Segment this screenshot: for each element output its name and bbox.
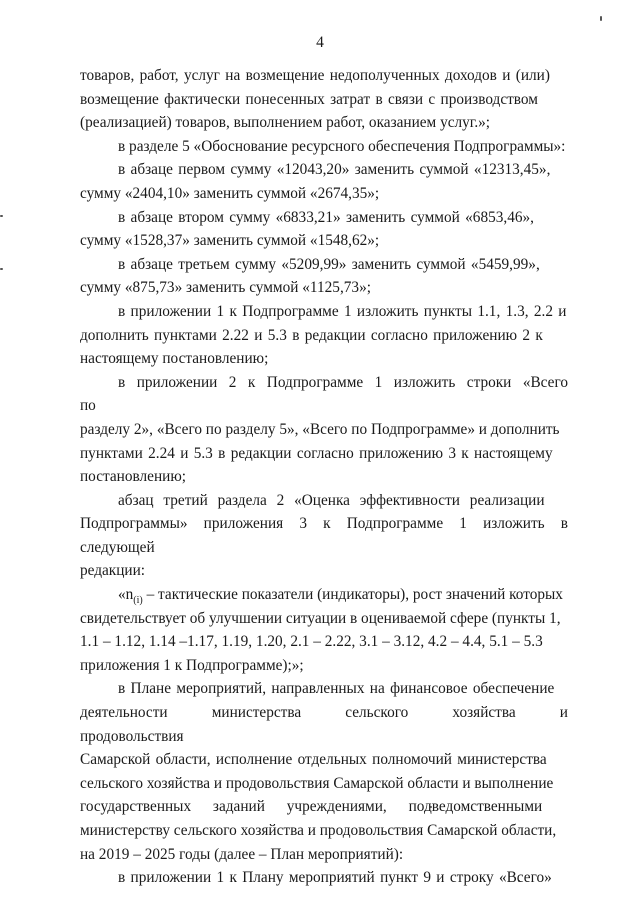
text-line: постановлению; xyxy=(80,468,186,486)
text-line: в абзаце первом сумму «12043,20» заменить суммой «12313,45», xyxy=(118,161,551,179)
text-line: сумму «1528,37» заменить суммой «1548,62»; xyxy=(80,232,380,250)
scan-speck xyxy=(600,16,602,21)
text-line: министерству сельского хозяйства и продовольствия Самарской области, xyxy=(80,822,557,839)
text-line: в приложении 2 к Подпрограмме 1 изложить строки «Всего по xyxy=(80,373,568,415)
text-line: в Плане мероприятий, направленных на финансовое обеспечение xyxy=(118,680,555,698)
text-line: в абзаце третьем сумму «5209,99» заменить суммой «5459,99», xyxy=(118,255,540,273)
scan-speck xyxy=(0,268,3,270)
text-line: пунктами 2.24 и 5.3 в редакции согласно приложению 3 к настоящему xyxy=(80,444,553,462)
text-line: сумму «2404,10» заменить суммой «2674,35»; xyxy=(80,184,380,202)
indicator-symbol: «n xyxy=(118,586,134,604)
text-line: сумму «875,73» заменить суммой «1125,73»; xyxy=(80,279,371,297)
text-line: приложения 1 к Подпрограмме);»; xyxy=(80,656,304,674)
text-line: абзац третий раздела 2 «Оценка эффективности реализации xyxy=(118,491,545,509)
text-fragment: – тактические показатели (индикаторы), рост значений которых xyxy=(142,586,563,604)
text-line: товаров, работ, услуг на возмещение недополученных доходов и (или) xyxy=(80,67,550,84)
text-line: дополнить пунктами 2.22 и 5.3 в редакции согласно приложению 2 к xyxy=(80,326,543,344)
page-number: 4 xyxy=(316,34,324,51)
text-line: на 2019 – 2025 годы (далее – План мероприятий): xyxy=(80,845,404,863)
text-line: государственных заданий учреждениями, подведомственными xyxy=(80,798,543,816)
text-line: редакции: xyxy=(80,562,146,580)
scan-speck xyxy=(0,215,3,217)
text-line: в разделе 5 «Обоснование ресурсного обеспечения Подпрограммы»: xyxy=(118,137,566,155)
text-line: Самарской области, исполнение отдельных полномочий министерства xyxy=(80,751,547,769)
text-line: разделу 2», «Всего по разделу 5», «Всего по Подпрограмме» и дополнить xyxy=(80,420,560,438)
indicator-subscript: (i) xyxy=(133,595,143,607)
text-line: в абзаце втором сумму «6833,21» заменить суммой «6853,46», xyxy=(118,208,534,226)
text-line: возмещение фактически понесенных затрат в связи с производством xyxy=(80,90,538,108)
text-line: сельского хозяйства и продовольствия Самарской области и выполнение xyxy=(80,774,554,792)
text-line: свидетельствует об улучшении ситуации в оцениваемой сфере (пункты 1, xyxy=(80,609,561,627)
text-line xyxy=(80,583,568,607)
text-line: настоящему постановлению; xyxy=(80,350,269,368)
text-line: (реализацией) товаров, выполнением работ, оказанием услуг.»; xyxy=(80,114,491,132)
document-body xyxy=(80,64,568,890)
text-line: деятельности министерства сельского хозяйства и продовольствия xyxy=(80,704,568,745)
text-line: Подпрограммы» приложения 3 к Подпрограмме 1 изложить в следующей xyxy=(80,515,568,556)
text-line: 1.1 – 1.12, 1.14 –1.17, 1.19, 1.20, 2.1 – 2.22, 3.1 – 3.12, 4.2 – 4.4, 5.1 – 5.3 xyxy=(80,633,543,651)
text-line: в приложении 1 к Плану мероприятий пункт 9 и строку «Всего» xyxy=(118,869,552,887)
text-line: в приложении 1 к Подпрограмме 1 изложить пункты 1.1, 1.3, 2.2 и xyxy=(118,302,567,320)
